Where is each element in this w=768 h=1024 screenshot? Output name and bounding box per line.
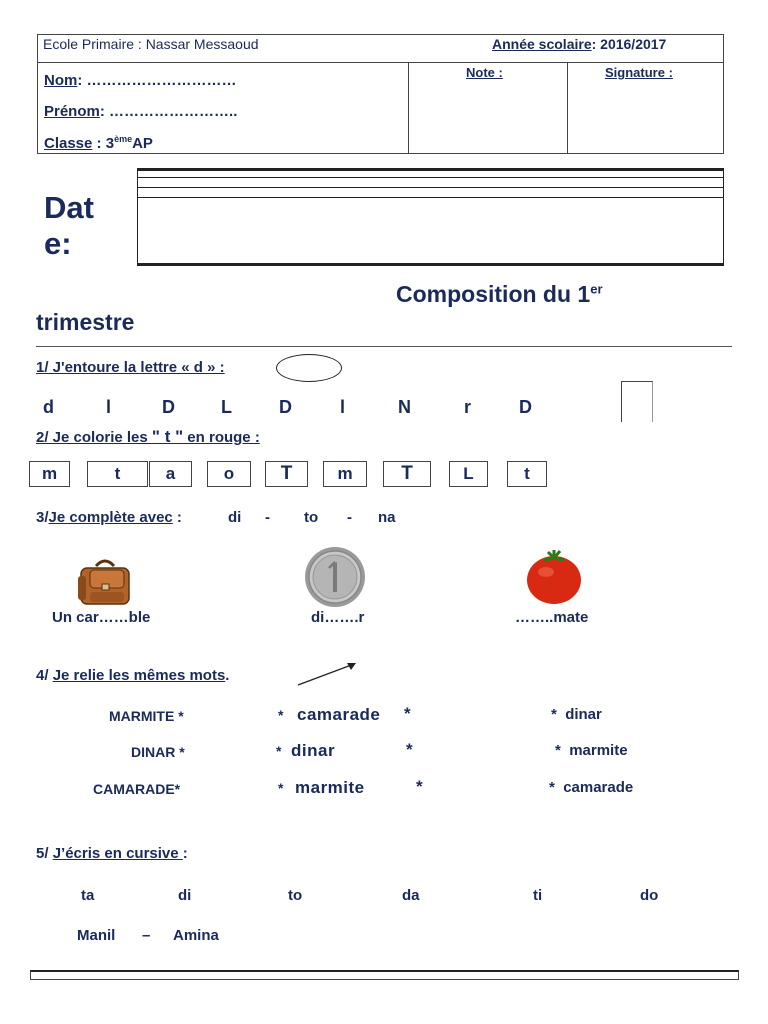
q4-text: Je relie les mêmes mots <box>52 667 226 684</box>
q5-syllable: da <box>402 887 420 904</box>
date-label <box>44 190 94 262</box>
q5-name: Amina <box>173 927 219 944</box>
q4-star: * <box>549 779 555 796</box>
q2-label-t: " t " <box>151 427 184 446</box>
q5-num: 5/ <box>36 845 53 862</box>
q3-syllable: di <box>228 509 242 526</box>
q4-star: * <box>276 743 282 759</box>
q1-letter: d <box>43 397 54 417</box>
q5-name: Manil <box>77 927 116 944</box>
q3-word: di…….r <box>311 609 365 626</box>
q4-right-word: camarade <box>563 779 634 796</box>
classe-field <box>44 134 153 152</box>
title-rule <box>36 346 732 347</box>
q4-star: * <box>555 742 561 759</box>
q4-dot: . <box>225 667 230 684</box>
school-name: Ecole Primaire : Nassar Messaoud <box>43 36 259 52</box>
q3-num: 3/ <box>36 509 49 526</box>
q4-label <box>36 667 229 684</box>
q5-dash: – <box>142 927 151 944</box>
tomato-icon <box>524 548 584 606</box>
q4-left-word: CAMARADE* <box>93 781 181 797</box>
schoolbag-icon <box>76 556 134 608</box>
q2-letter-cell: t <box>87 461 148 487</box>
title-sup: er <box>590 281 603 297</box>
nom-label: Nom <box>44 72 78 89</box>
q4-middle-word: marmite <box>295 778 365 797</box>
signature-label: Signature : <box>605 65 673 80</box>
q3-word: Un car……ble <box>52 609 151 626</box>
q2-letter-cell: m <box>323 461 367 487</box>
q4-star: * <box>406 740 414 759</box>
q4-right-item <box>555 742 628 759</box>
nom-dots: : ………………………… <box>77 72 237 89</box>
q4-middle-word: camarade <box>297 705 381 724</box>
q1-letter: D <box>162 397 175 417</box>
nom-field <box>44 72 237 89</box>
classe-value: : 3 <box>92 135 115 152</box>
q4-star: * <box>278 707 284 723</box>
date-box <box>137 168 724 266</box>
q4-left-word: MARMITE * <box>109 708 184 724</box>
q4-star: * <box>416 777 424 796</box>
q2-label-post: en rouge : <box>183 429 260 446</box>
q4-star: * <box>404 704 412 723</box>
q2-letter-cell: T <box>265 461 308 487</box>
q3-text: Je complète avec <box>48 509 173 526</box>
prenom-label: Prénom <box>44 103 100 120</box>
q1-letter: N <box>398 397 411 417</box>
q2-label-pre: 2/ Je colorie les <box>36 429 152 446</box>
q4-star: * <box>278 780 284 796</box>
q4-right-word: dinar <box>565 706 602 723</box>
q3-syllable: to <box>304 509 319 526</box>
q4-left-word: DINAR * <box>131 744 185 760</box>
classe-label: Classe <box>44 135 93 152</box>
year-label: Année scolaire <box>492 36 592 52</box>
q3-label <box>36 509 182 526</box>
q4-num: 4/ <box>36 667 53 684</box>
q3-colon: : <box>172 509 182 526</box>
answer-box <box>621 381 653 422</box>
q1-letter: l <box>340 397 346 417</box>
q5-label <box>36 845 188 862</box>
q1-letter: r <box>464 397 472 417</box>
q1-letter: l <box>106 397 112 417</box>
q5-text: J’écris en cursive <box>52 845 183 862</box>
arrow-icon <box>296 658 362 688</box>
q3-syllable: na <box>378 509 396 526</box>
q2-label <box>36 427 260 447</box>
prenom-dots: : …………………….. <box>99 103 238 120</box>
note-label: Note : <box>466 65 503 80</box>
q2-letter-cell: L <box>449 461 488 487</box>
q1-letter: D <box>279 397 292 417</box>
q2-letter-cell: o <box>207 461 251 487</box>
q5-colon: : <box>182 845 188 862</box>
q1-letter: D <box>519 397 532 417</box>
q5-syllable: di <box>178 887 192 904</box>
q4-middle-word: dinar <box>291 741 336 760</box>
q4-right-word: marmite <box>569 742 628 759</box>
q3-syllable: - <box>265 509 270 526</box>
q4-right-item <box>549 779 633 796</box>
coin-icon <box>303 546 367 608</box>
school-year <box>492 36 666 52</box>
header-divider <box>567 63 568 154</box>
q5-syllable: to <box>288 887 303 904</box>
prenom-field <box>44 103 237 120</box>
q5-syllable: ti <box>533 887 543 904</box>
q3-word: ……..mate <box>515 609 589 626</box>
q2-letter-cell: a <box>149 461 192 487</box>
title-text: Composition du 1 <box>396 281 591 307</box>
q1-label: 1/ J'entoure la lettre « d » : <box>36 359 225 376</box>
year-value: : 2016/2017 <box>591 36 667 52</box>
title-second: trimestre <box>36 309 135 335</box>
classe-sup: ème <box>114 134 133 144</box>
circle-icon <box>276 354 342 382</box>
q2-letter-cell: m <box>29 461 70 487</box>
q2-letter-cell: T <box>383 461 431 487</box>
title-main <box>396 281 603 308</box>
q1-letter: L <box>221 397 232 417</box>
q5-syllable: ta <box>81 887 95 904</box>
date-line1: Dat <box>44 190 94 225</box>
classe-tail: AP <box>132 135 153 152</box>
q4-right-item <box>551 706 602 723</box>
header-divider <box>408 63 409 154</box>
bottom-rule <box>30 970 739 980</box>
q5-syllable: do <box>640 887 659 904</box>
date-line2: e: <box>44 226 72 261</box>
q4-star: * <box>551 706 557 723</box>
q3-syllable: - <box>347 509 352 526</box>
q2-letter-cell: t <box>507 461 547 487</box>
